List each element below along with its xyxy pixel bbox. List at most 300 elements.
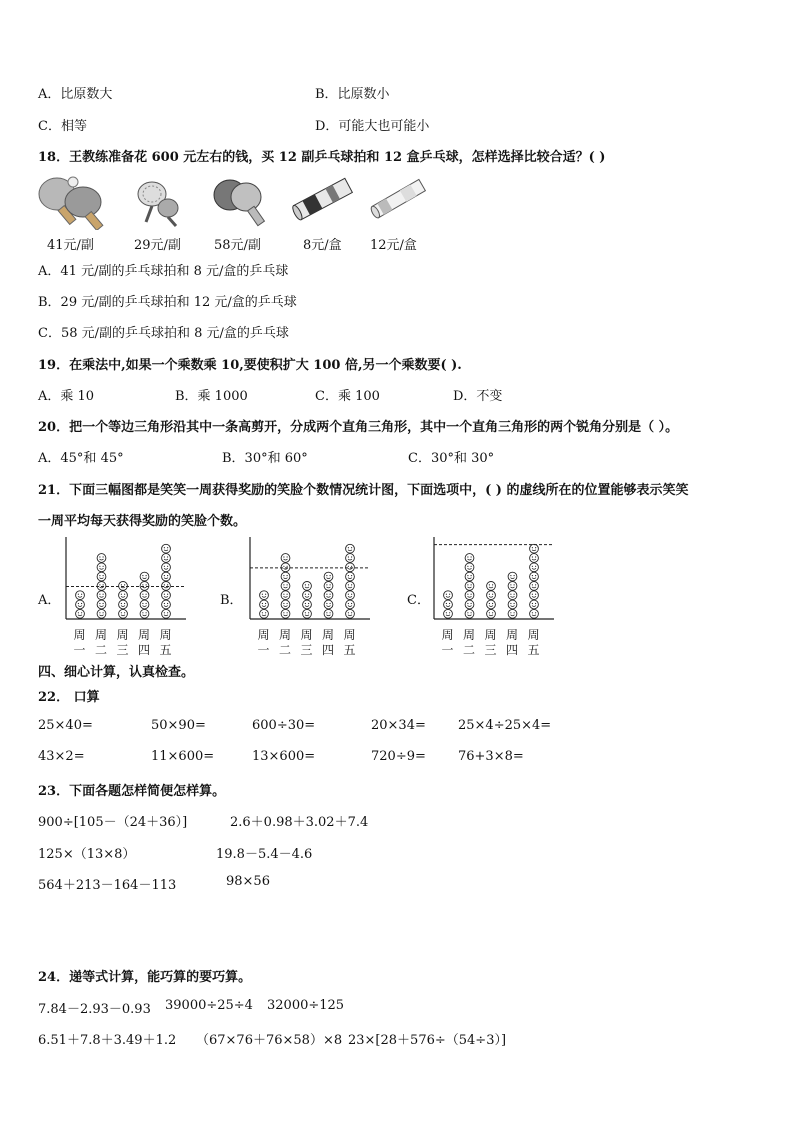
day-label-day: 二 [279,643,292,657]
panel-label-a: A． [38,593,61,608]
smiley-face [97,554,106,563]
smiley-eye [348,566,349,567]
smiley-face [465,600,474,609]
smiley-eye [535,612,536,613]
smiley-face [324,591,333,600]
smiley-eye [467,575,468,576]
smiley-eye [103,603,104,604]
smiley-eye [283,603,284,604]
smiley-eye [283,594,284,595]
q22-item: 25×4÷25×4= [458,718,552,733]
smiley-eye [265,612,266,613]
smiley-face [530,572,539,581]
smiley-face [324,609,333,618]
smiley-eye [467,612,468,613]
smiley-eye [262,603,263,604]
q18-option-a: A．41 元/副的乒乓球拍和 8 元/盒的乒乓球 [38,264,289,279]
smiley-face [119,609,128,618]
smiley-face [97,600,106,609]
smiley-face [508,600,517,609]
smiley-eye [287,566,288,567]
smiley-eye [283,556,284,557]
smiley-eye [514,584,515,585]
q18-option-b: B．29 元/副的乒乓球拍和 12 元/盒的乒乓球 [38,295,297,310]
q23-item: 900÷[105－（24＋36）] [38,815,188,830]
q22-item: 25×40= [38,718,93,733]
smiley-eye [351,566,352,567]
smiley-eye [330,612,331,613]
smiley-eye [265,603,266,604]
smiley-eye [78,603,79,604]
smiley-eye [471,594,472,595]
smiley-eye [167,612,168,613]
day-label-day: 二 [95,643,108,657]
day-label-week: 周 [279,628,292,642]
smiley-face [76,609,85,618]
smiley-face [162,544,171,553]
smiley-eye [142,612,143,613]
smiley-eye [348,594,349,595]
day-label-week: 周 [300,628,313,642]
smiley-eye [510,584,511,585]
smiley-eye [535,566,536,567]
smiley-eye [535,547,536,548]
smiley-face [444,591,453,600]
q19-option-d: D．不变 [453,389,503,404]
smiley-eye [121,594,122,595]
smiley-eye [99,603,100,604]
smiley-eye [510,612,511,613]
q23-item: 564＋213－164－113 [38,878,177,893]
smiley-eye [351,556,352,557]
ball-box-image-2 [368,173,430,225]
smiley-eye [348,575,349,576]
smiley-face [162,609,171,618]
paddle-image-2 [130,178,188,228]
smiley-eye [449,612,450,613]
smiley-eye [146,594,147,595]
day-label-day: 五 [159,643,172,657]
smiley-eye [471,575,472,576]
smiley-eye [99,594,100,595]
smiley-eye [164,566,165,567]
smiley-eye [305,612,306,613]
smiley-face [530,591,539,600]
smiley-eye [489,612,490,613]
smiley-face [465,554,474,563]
day-label-day: 五 [527,643,540,657]
q22-item: 13×600= [252,749,316,764]
smiley-eye [308,584,309,585]
smiley-face [346,554,355,563]
smiley-eye [262,612,263,613]
smiley-eye [164,603,165,604]
smiley-eye [514,612,515,613]
smiley-eye [103,594,104,595]
smiley-eye [81,594,82,595]
smiley-eye [305,594,306,595]
smiley-eye [78,612,79,613]
q23-item: 125×（13×8） [38,847,136,862]
smiley-eye [348,584,349,585]
smiley-eye [510,603,511,604]
q17-option-a: A．比原数大 [38,87,113,102]
smiley-eye [532,575,533,576]
smiley-eye [330,575,331,576]
smiley-eye [326,603,327,604]
smiley-eye [330,584,331,585]
q24-item: 7.84－2.93－0.93 [38,1002,151,1017]
smiley-face [260,591,269,600]
day-label-week: 周 [441,628,454,642]
day-label-week: 周 [484,628,497,642]
q21-stem-line2: 一周平均每天获得奖励的笑脸个数。 [38,514,247,529]
smiley-face [260,609,269,618]
smiley-eye [467,594,468,595]
smiley-face [119,600,128,609]
price-label: 41元/副 [47,238,94,253]
smiley-eye [142,584,143,585]
q21-stem-line1: 21．下面三幅图都是笑笑一周获得奖励的笑脸个数情况统计图，下面选项中，( ) 的虚线所在的位置能够表示笑笑 [38,483,689,498]
smiley-face [140,609,149,618]
smiley-eye [167,556,168,557]
day-label-day: 三 [300,643,313,657]
day-label-week: 周 [506,628,519,642]
smiley-eye [103,612,104,613]
q17-option-d: D．可能大也可能小 [315,119,430,134]
smiley-face [303,591,312,600]
day-label-day: 二 [463,643,476,657]
day-label-week: 周 [116,628,129,642]
q23-item: 19.8－5.4－4.6 [216,847,313,862]
smiley-eye [99,556,100,557]
smiley-eye [510,594,511,595]
day-label-day: 一 [257,643,270,657]
smiley-eye [446,603,447,604]
smiley-eye [121,584,122,585]
smiley-face [76,600,85,609]
smiley-face [346,591,355,600]
panel-label-b: B． [220,593,243,608]
smiley-eye [514,594,515,595]
q20-option-a: A．45°和 45° [38,451,124,466]
smiley-face [487,582,496,591]
q19-stem: 19．在乘法中,如果一个乘数乘 10,要使积扩大 100 倍,另一个乘数要( ). [38,358,462,373]
smiley-eye [492,603,493,604]
ball-box-image-1 [290,173,356,225]
day-label-week: 周 [343,628,356,642]
day-label-day: 五 [343,643,356,657]
smiley-face [346,572,355,581]
smiley-face [530,600,539,609]
smiley-face [465,582,474,591]
smiley-face [281,582,290,591]
smiley-eye [283,575,284,576]
smiley-eye [471,584,472,585]
smiley-eye [449,603,450,604]
smiley-eye [164,556,165,557]
smiley-eye [351,547,352,548]
smiley-eye [103,556,104,557]
smiley-eye [330,594,331,595]
q24-item: （67×76＋76×58）×8 [196,1033,343,1048]
q18-option-c: C．58 元/副的乒乓球拍和 8 元/盒的乒乓球 [38,326,289,341]
smiley-eye [124,612,125,613]
q19-option-b: B．乘 1000 [175,389,248,404]
q24-title: 24．递等式计算，能巧算的要巧算。 [38,970,252,985]
smiley-face [303,609,312,618]
smiley-face [346,609,355,618]
smiley-face [324,572,333,581]
smiley-eye [287,575,288,576]
section-title: 四、细心计算，认真检查。 [38,665,195,680]
smiley-eye [121,603,122,604]
smiley-eye [308,603,309,604]
smiley-eye [164,575,165,576]
smiley-eye [348,556,349,557]
smiley-eye [167,584,168,585]
smiley-eye [265,594,266,595]
smiley-eye [99,566,100,567]
smiley-eye [287,556,288,557]
smiley-eye [167,547,168,548]
smiley-eye [99,575,100,576]
smiley-face [97,591,106,600]
smiley-eye [514,603,515,604]
smiley-face [140,572,149,581]
smiley-eye [81,603,82,604]
smiley-face [281,591,290,600]
smiley-eye [532,556,533,557]
smiley-face [162,591,171,600]
smiley-eye [142,575,143,576]
smiley-eye [492,594,493,595]
day-label-day: 一 [73,643,86,657]
smiley-eye [142,594,143,595]
price-label: 29元/副 [134,238,181,253]
smiley-face [530,544,539,553]
smiley-face [487,600,496,609]
smiley-eye [330,603,331,604]
smiley-eye [489,584,490,585]
smiley-face [530,582,539,591]
day-label-week: 周 [138,628,151,642]
smiley-eye [492,584,493,585]
paddle-image-1 [35,172,113,230]
smiley-eye [471,603,472,604]
smiley-eye [467,584,468,585]
smiley-face [162,600,171,609]
day-label-week: 周 [95,628,108,642]
smiley-eye [532,566,533,567]
smiley-eye [287,603,288,604]
smiley-face [444,609,453,618]
smiley-eye [535,575,536,576]
smiley-eye [532,584,533,585]
smiley-eye [78,594,79,595]
smiley-face [97,563,106,572]
smiley-face [97,582,106,591]
smiley-face [487,591,496,600]
q23-item: 2.6＋0.98＋3.02＋7.4 [230,815,369,830]
smiley-eye [535,584,536,585]
day-label-week: 周 [322,628,335,642]
smiley-face [260,600,269,609]
q19-option-a: A．乘 10 [38,389,95,404]
smiley-face [97,572,106,581]
smiley-eye [348,603,349,604]
smiley-eye [514,575,515,576]
smiley-eye [99,584,100,585]
smiley-face [97,609,106,618]
smiley-eye [532,612,533,613]
smiley-eye [167,566,168,567]
smiley-eye [351,584,352,585]
smiley-eye [467,603,468,604]
q24-item: 39000÷25÷4 [165,998,253,1013]
smiley-eye [167,575,168,576]
smiley-face [465,591,474,600]
smiley-eye [305,584,306,585]
day-label-week: 周 [463,628,476,642]
q20-option-b: B．30°和 60° [222,451,308,466]
smiley-eye [103,584,104,585]
smiley-eye [351,594,352,595]
smiley-eye [167,594,168,595]
price-label: 8元/盒 [303,238,342,253]
smiley-eye [351,603,352,604]
smiley-face [530,609,539,618]
day-label-day: 一 [441,643,454,657]
q24-item: 32000÷125 [267,998,345,1013]
smiley-eye [471,612,472,613]
q24-item: 23×[28＋576÷（54÷3）] [348,1033,507,1048]
smiley-face [346,582,355,591]
smiley-face [465,563,474,572]
q19-option-c: C．乘 100 [315,389,380,404]
smiley-eye [146,584,147,585]
smiley-face [303,582,312,591]
day-label-day: 三 [116,643,129,657]
day-label-week: 周 [73,628,86,642]
smiley-face [346,563,355,572]
smiley-face [508,572,517,581]
smiley-face [346,544,355,553]
smiley-eye [164,584,165,585]
day-label-day: 三 [484,643,497,657]
smiley-face [324,600,333,609]
smiley-eye [348,612,349,613]
smiley-eye [146,612,147,613]
q20-stem: 20．把一个等边三角形沿其中一条高剪开，分成两个直角三角形，其中一个直角三角形的两个锐角分别是（ ）。 [38,420,679,435]
smiley-face [530,563,539,572]
smiley-face [162,563,171,572]
smiley-face [465,572,474,581]
q17-option-c: C．相等 [38,119,87,134]
q22-item: 50×90= [151,718,206,733]
smiley-face [346,600,355,609]
smiley-eye [121,612,122,613]
smiley-face [303,600,312,609]
q23-item: 98×56 [226,874,270,889]
smiley-eye [510,575,511,576]
q22-item: 720÷9= [371,749,426,764]
smiley-face [281,572,290,581]
smiley-face [324,582,333,591]
day-label-week: 周 [527,628,540,642]
smiley-face [281,554,290,563]
smiley-face [444,600,453,609]
smiley-eye [492,612,493,613]
smiley-eye [167,603,168,604]
q22-title: 22． 口算 [38,690,100,705]
smiley-eye [287,612,288,613]
smiley-eye [124,594,125,595]
smiley-eye [326,612,327,613]
q22-item: 20×34= [371,718,426,733]
smiley-face [162,554,171,563]
smiley-face [530,554,539,563]
smiley-eye [489,603,490,604]
q20-option-c: C．30°和 30° [408,451,495,466]
smiley-eye [164,594,165,595]
q17-option-b: B．比原数小 [315,87,390,102]
smiley-eye [146,575,147,576]
smiley-eye [326,575,327,576]
smiley-face [119,591,128,600]
smiley-eye [446,594,447,595]
smiley-face [140,591,149,600]
smiley-face [76,591,85,600]
day-label-day: 四 [138,643,151,657]
q22-item: 600÷30= [252,718,316,733]
smiley-eye [446,612,447,613]
smiley-eye [532,594,533,595]
smiley-eye [305,603,306,604]
smiley-eye [535,556,536,557]
panel-label-c: C． [407,593,430,608]
smiley-eye [308,612,309,613]
smiley-eye [489,594,490,595]
q23-title: 23．下面各题怎样简便怎样算。 [38,784,226,799]
smiley-face [281,563,290,572]
price-label: 58元/副 [214,238,261,253]
paddle-image-3 [210,175,272,227]
smiley-eye [283,612,284,613]
smiley-face [119,582,128,591]
smiley-eye [99,612,100,613]
day-label-week: 周 [159,628,172,642]
smiley-face [487,609,496,618]
smiley-eye [471,566,472,567]
day-label-week: 周 [257,628,270,642]
smiley-face [162,582,171,591]
smiley-eye [535,603,536,604]
smiley-eye [124,584,125,585]
smiley-face [465,609,474,618]
smiley-eye [124,603,125,604]
smiley-eye [467,556,468,557]
smiley-eye [103,575,104,576]
q22-item: 11×600= [151,749,215,764]
day-label-day: 四 [322,643,335,657]
q22-item: 43×2= [38,749,85,764]
smiley-eye [103,566,104,567]
smiley-face [162,572,171,581]
smiley-eye [164,547,165,548]
smiley-eye [262,594,263,595]
smiley-face [281,600,290,609]
